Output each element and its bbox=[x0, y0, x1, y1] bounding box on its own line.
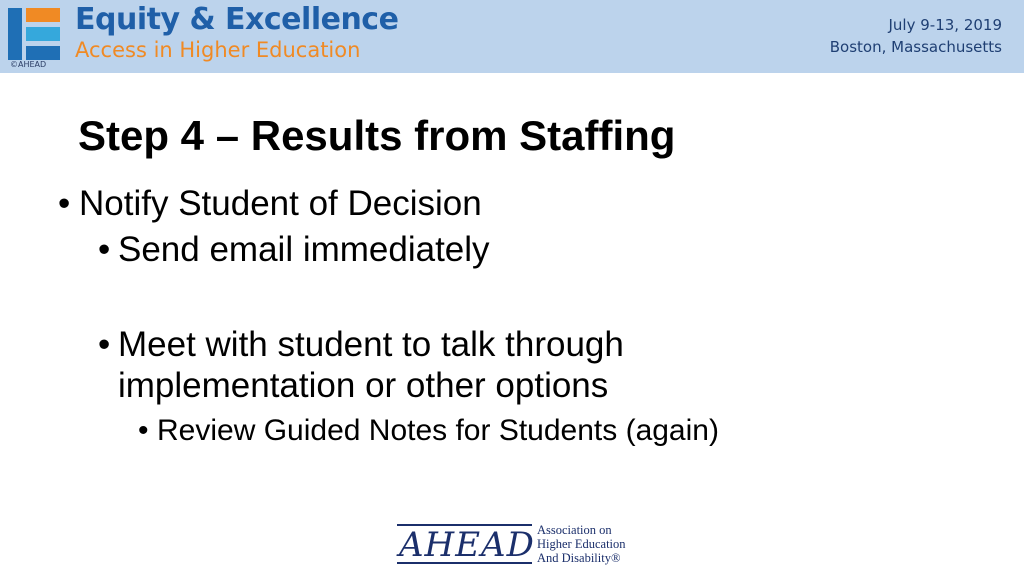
bullet-text: Meet with student to talk through implementation or other options bbox=[118, 325, 624, 405]
slide-title: Step 4 – Results from Staffing bbox=[78, 112, 676, 159]
bullet-icon: • bbox=[98, 230, 111, 269]
bullet-text: Notify Student of Decision bbox=[79, 184, 482, 223]
conference-location: Boston, Massachusetts bbox=[829, 38, 1002, 56]
bullet-item-level3 bbox=[138, 414, 719, 448]
conference-title: Equity & Excellence bbox=[75, 2, 399, 37]
conference-banner bbox=[0, 0, 1024, 73]
bullet-text: Review Guided Notes for Students (again) bbox=[157, 414, 719, 447]
conference-logo-icon bbox=[8, 8, 60, 60]
conference-date: July 9-13, 2019 bbox=[888, 16, 1002, 34]
bullet-item-level2 bbox=[98, 230, 490, 270]
bullet-item-level2 bbox=[98, 324, 698, 406]
conference-subtitle: Access in Higher Education bbox=[75, 38, 361, 62]
ahead-logo-text: AHEAD bbox=[399, 525, 535, 565]
bullet-icon: • bbox=[98, 325, 111, 364]
bullet-text: Send email immediately bbox=[118, 230, 490, 269]
ahead-org-name: Association on Higher Education And Disability® bbox=[537, 523, 626, 565]
bullet-item-level1 bbox=[58, 184, 482, 224]
copyright-text: ©AHEAD bbox=[10, 60, 47, 69]
ahead-logo bbox=[397, 520, 632, 570]
bullet-icon: • bbox=[138, 414, 149, 447]
bullet-icon: • bbox=[58, 184, 71, 223]
